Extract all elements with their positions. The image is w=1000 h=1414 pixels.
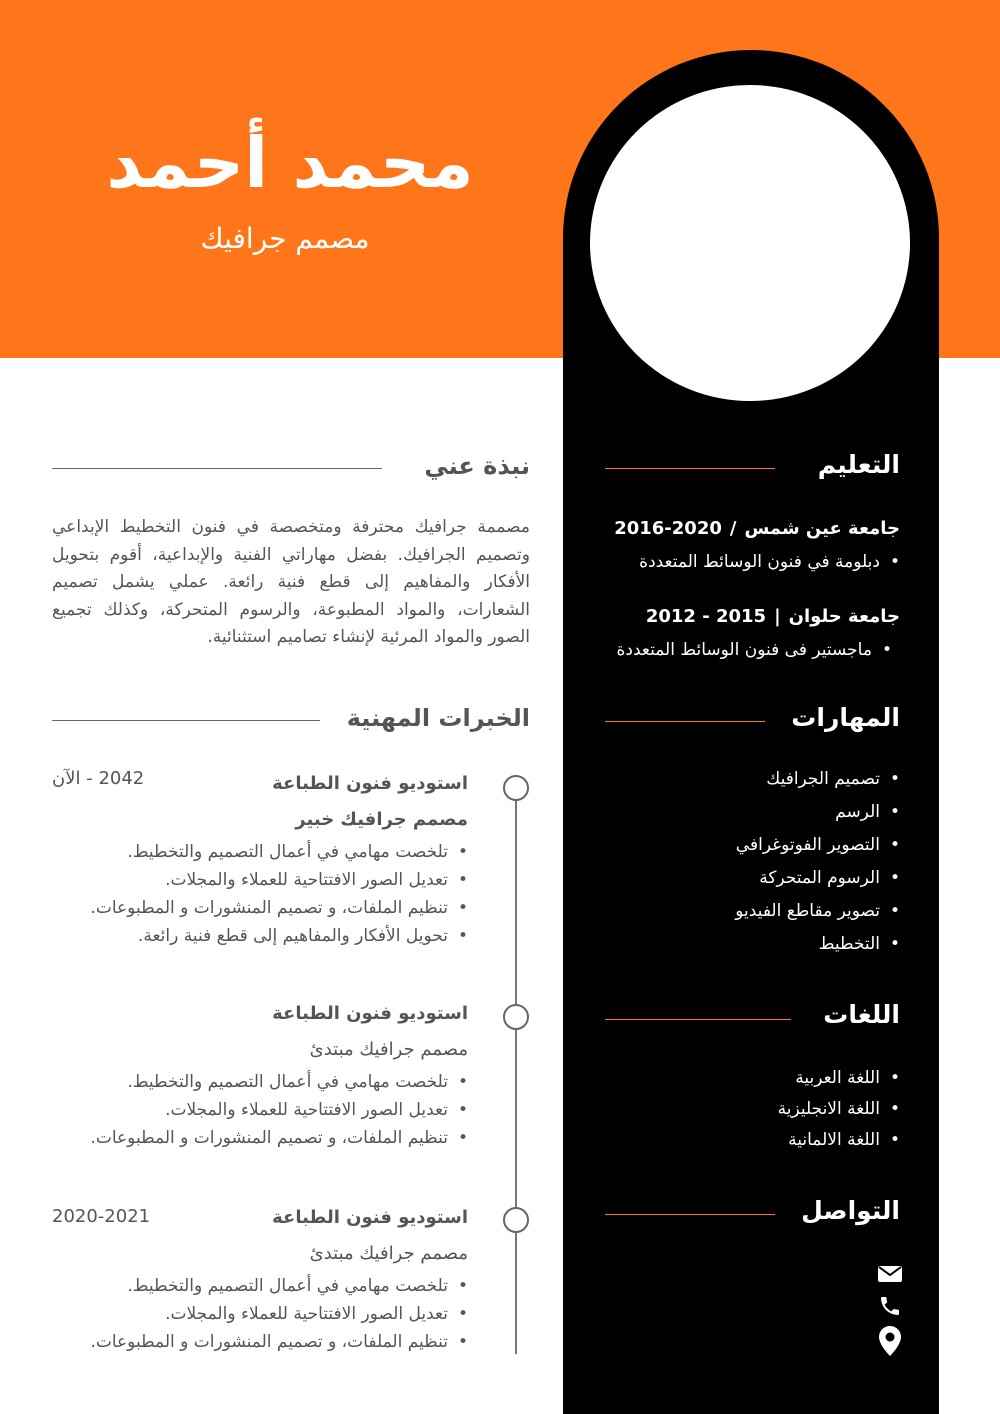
separator: /	[729, 518, 737, 539]
bullet: •	[457, 898, 468, 918]
bullet: •	[889, 835, 900, 855]
bullet: •	[889, 1130, 900, 1150]
skill-item	[580, 928, 900, 961]
bullet: •	[457, 1100, 468, 1120]
bullet: •	[457, 926, 468, 946]
education-heading: التعليم	[817, 450, 900, 479]
bullet: •	[889, 802, 900, 822]
education-years: 2016-2020	[614, 518, 722, 539]
skills-divider	[605, 721, 765, 722]
bullet: •	[889, 1068, 900, 1088]
timeline-marker	[503, 775, 529, 801]
skill-item	[580, 895, 900, 928]
job-title: مصمم جرافيك مبتدئ	[309, 1039, 468, 1060]
job-company: استوديو فنون الطباعة	[272, 1207, 468, 1228]
language-text: اللغة الالمانية	[788, 1130, 880, 1150]
skill-item	[580, 796, 900, 829]
school-name: جامعة عين شمس	[744, 518, 900, 539]
skill-text: الرسوم المتحركة	[759, 868, 880, 888]
skill-item	[580, 862, 900, 895]
education-list	[580, 512, 900, 666]
job-entry	[48, 996, 468, 1152]
bullet: •	[881, 640, 892, 660]
education-degree	[580, 546, 900, 578]
skill-text: الرسم	[835, 802, 880, 822]
job-entry	[48, 766, 468, 950]
duty-text: تعديل الصور الافتتاحية للعملاء والمجلات.	[165, 1100, 448, 1120]
duty-text: تلخصت مهامي في أعمال التصميم والتخطيط.	[127, 842, 448, 862]
job-duty	[48, 1272, 468, 1300]
job-date: 2020-2021	[52, 1206, 151, 1227]
skill-text: التخطيط	[818, 934, 880, 954]
education-entry-title	[580, 600, 900, 634]
job-role: مصمم جرافيك	[200, 222, 370, 255]
bullet: •	[457, 1332, 468, 1352]
bullet: •	[457, 1276, 468, 1296]
education-years: 2012 - 2015	[645, 606, 767, 627]
location-pin-icon[interactable]	[870, 1326, 910, 1360]
bullet: •	[889, 934, 900, 954]
job-date: 2042 - الآن	[52, 768, 145, 789]
skills-heading: المهارات	[791, 703, 900, 732]
bullet: •	[889, 552, 900, 572]
degree-text: ماجستير فى فنون الوسائط المتعددة	[616, 640, 872, 660]
job-duty	[48, 1096, 468, 1124]
language-text: اللغة العربية	[795, 1068, 880, 1088]
languages-divider	[605, 1019, 791, 1020]
school-name: جامعة حلوان	[788, 606, 900, 627]
bullet: •	[889, 1099, 900, 1119]
about-heading: نبذة عني	[424, 452, 530, 480]
timeline-marker	[503, 1004, 529, 1030]
job-duty	[48, 1068, 468, 1096]
experience-divider	[52, 720, 320, 721]
duty-text: تنظيم الملفات، و تصميم المنشورات و المطبوعات.	[90, 898, 448, 918]
bullet: •	[889, 901, 900, 921]
duty-text: تعديل الصور الافتتاحية للعملاء والمجلات.	[165, 870, 448, 890]
education-degree	[580, 634, 900, 666]
job-entry	[48, 1200, 468, 1356]
duty-text: تلخصت مهامي في أعمال التصميم والتخطيط.	[127, 1072, 448, 1092]
job-duty	[48, 838, 468, 866]
job-duty	[48, 1124, 468, 1152]
profile-photo-placeholder	[590, 85, 910, 401]
duty-text: تعديل الصور الافتتاحية للعملاء والمجلات.	[165, 1304, 448, 1324]
skill-item	[580, 763, 900, 796]
skill-text: تصوير مقاطع الفيديو	[735, 901, 880, 921]
language-item	[580, 1063, 900, 1094]
bullet: •	[457, 1304, 468, 1324]
bullet: •	[457, 1128, 468, 1148]
skill-item	[580, 829, 900, 862]
contact-heading: التواصل	[801, 1196, 900, 1225]
language-item	[580, 1125, 900, 1156]
languages-heading: اللغات	[823, 1000, 900, 1029]
language-text: اللغة الانجليزية	[777, 1099, 880, 1119]
bullet: •	[457, 870, 468, 890]
about-divider	[52, 468, 382, 469]
about-text: مصممة جرافيك محترفة ومتخصصة في فنون التخطيط الإبداعي وتصميم الجرافيك. بفضل مهاراتي الفنية والإبداعية، أقوم بتحويل الأفكار والمفاهيم إلى قطع فنية رائعة. عملي يشمل تصميم الشعارات، والمواد المطبوعة، والرسوم المتحركة، وكذلك تجميع الصور والمواد المرئية لإنشاء تصاميم استثنائية.	[52, 517, 530, 647]
degree-text: دبلومة في فنون الوسائط المتعددة	[639, 552, 880, 572]
timeline-line	[515, 788, 517, 1354]
job-company: استوديو فنون الطباعة	[272, 773, 468, 794]
job-duty	[48, 866, 468, 894]
contact-divider	[605, 1214, 775, 1215]
job-duty	[48, 922, 468, 950]
experience-heading: الخبرات المهنية	[346, 704, 530, 732]
separator: |	[774, 606, 781, 627]
full-name: محمد أحمد	[106, 122, 474, 204]
job-duty	[48, 894, 468, 922]
bullet: •	[457, 1072, 468, 1092]
education-entry-title	[580, 512, 900, 546]
timeline-marker	[503, 1207, 529, 1233]
job-company: استوديو فنون الطباعة	[272, 1003, 468, 1024]
phone-icon[interactable]	[870, 1294, 910, 1322]
bullet: •	[889, 769, 900, 789]
skill-text: التصوير الفوتوغرافي	[735, 835, 880, 855]
skills-list	[580, 763, 900, 961]
bullet: •	[889, 868, 900, 888]
envelope-icon[interactable]	[870, 1266, 910, 1286]
languages-list	[580, 1063, 900, 1156]
skill-text: تصميم الجرافيك	[766, 769, 880, 789]
duty-text: تلخصت مهامي في أعمال التصميم والتخطيط.	[127, 1276, 448, 1296]
job-duty	[48, 1328, 468, 1356]
job-title: مصمم جرافيك خبير	[295, 809, 468, 830]
bullet: •	[457, 842, 468, 862]
duty-text: تحويل الأفكار والمفاهيم إلى قطع فنية رائعة.	[137, 926, 448, 946]
duty-text: تنظيم الملفات، و تصميم المنشورات و المطبوعات.	[90, 1128, 448, 1148]
job-title: مصمم جرافيك مبتدئ	[309, 1243, 468, 1264]
education-divider	[605, 468, 775, 469]
language-item	[580, 1094, 900, 1125]
duty-text: تنظيم الملفات، و تصميم المنشورات و المطبوعات.	[90, 1332, 448, 1352]
job-duty	[48, 1300, 468, 1328]
